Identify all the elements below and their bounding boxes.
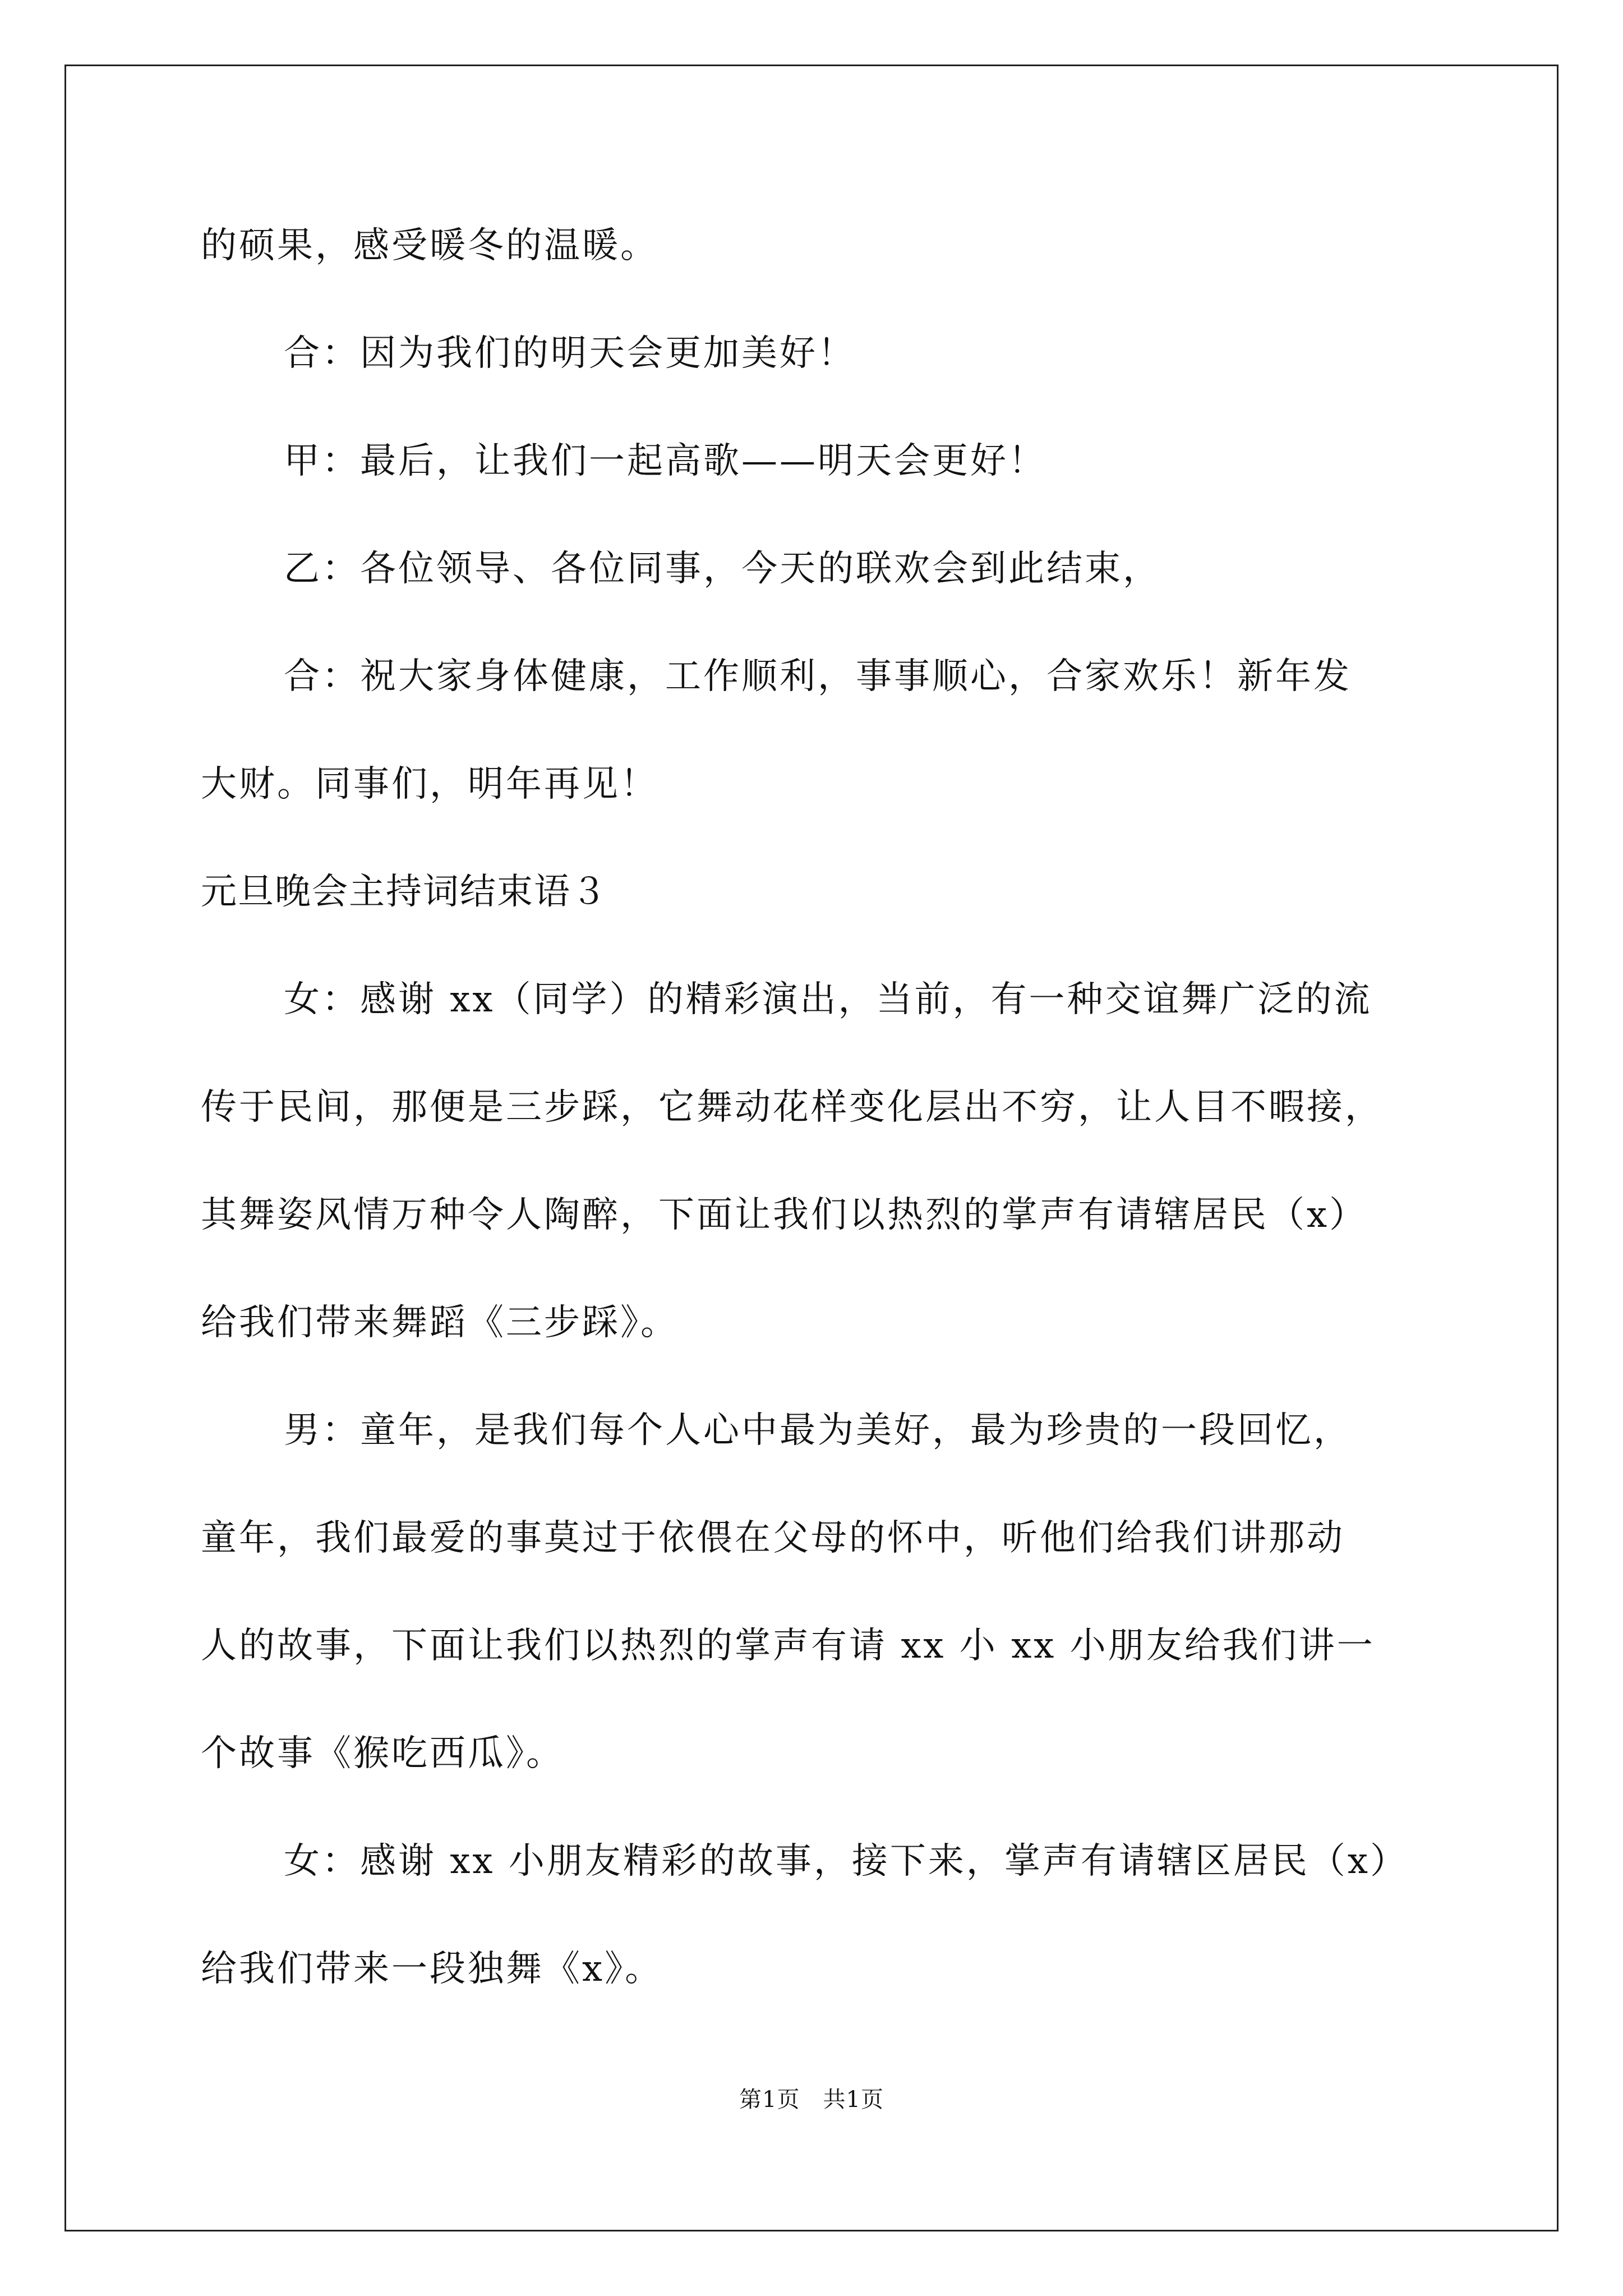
paragraph-line: 合：因为我们的明天会更加美好！	[284, 333, 856, 374]
paragraph-line: 的硕果，感受暖冬的温暖。	[201, 225, 658, 266]
paragraph-line: 大财。同事们，明年再见！	[201, 763, 658, 805]
paragraph-line: 乙：各位领导、各位同事，今天的联欢会到此结束，	[284, 548, 1161, 590]
paragraph-line: 女：感谢 xx（同学）的精彩演出，当前，有一种交谊舞广泛的流	[284, 979, 1372, 1020]
paragraph-line: 男：童年，是我们每个人心中最为美好，最为珍贵的一段回忆，	[284, 1410, 1352, 1451]
paragraph-line: 给我们带来舞蹈《三步踩》。	[201, 1302, 679, 1343]
page-border	[64, 65, 1559, 2231]
page-footer: 第1页 共1页	[739, 2087, 884, 2113]
paragraph-line: 人的故事，下面让我们以热烈的掌声有请 xx 小 xx 小朋友给我们讲一	[201, 1625, 1375, 1667]
paragraph-line: 个故事《猴吃西瓜》。	[201, 1733, 564, 1774]
paragraph-line: 女：感谢 xx 小朋友精彩的故事，接下来，掌声有请辖区居民（x）	[284, 1841, 1408, 1882]
paragraph-line: 其舞姿风情万种令人陶醉，下面让我们以热烈的掌声有请辖居民（x）	[201, 1194, 1368, 1236]
paragraph-line: 给我们带来一段独舞《x》。	[201, 1948, 663, 1990]
paragraph-line: 合：祝大家身体健康，工作顺利，事事顺心，合家欢乐！新年发	[284, 656, 1352, 697]
section-heading: 元旦晚会主持词结束语３	[201, 871, 608, 913]
paragraph-line: 传于民间，那便是三步踩，它舞动花样变化层出不穷，让人目不暇接，	[201, 1087, 1383, 1128]
paragraph-line: 童年，我们最爱的事莫过于依偎在父母的怀中，听他们给我们讲那动	[201, 1517, 1345, 1559]
paragraph-line: 甲：最后，让我们一起高歌——明天会更好！	[284, 440, 1046, 482]
